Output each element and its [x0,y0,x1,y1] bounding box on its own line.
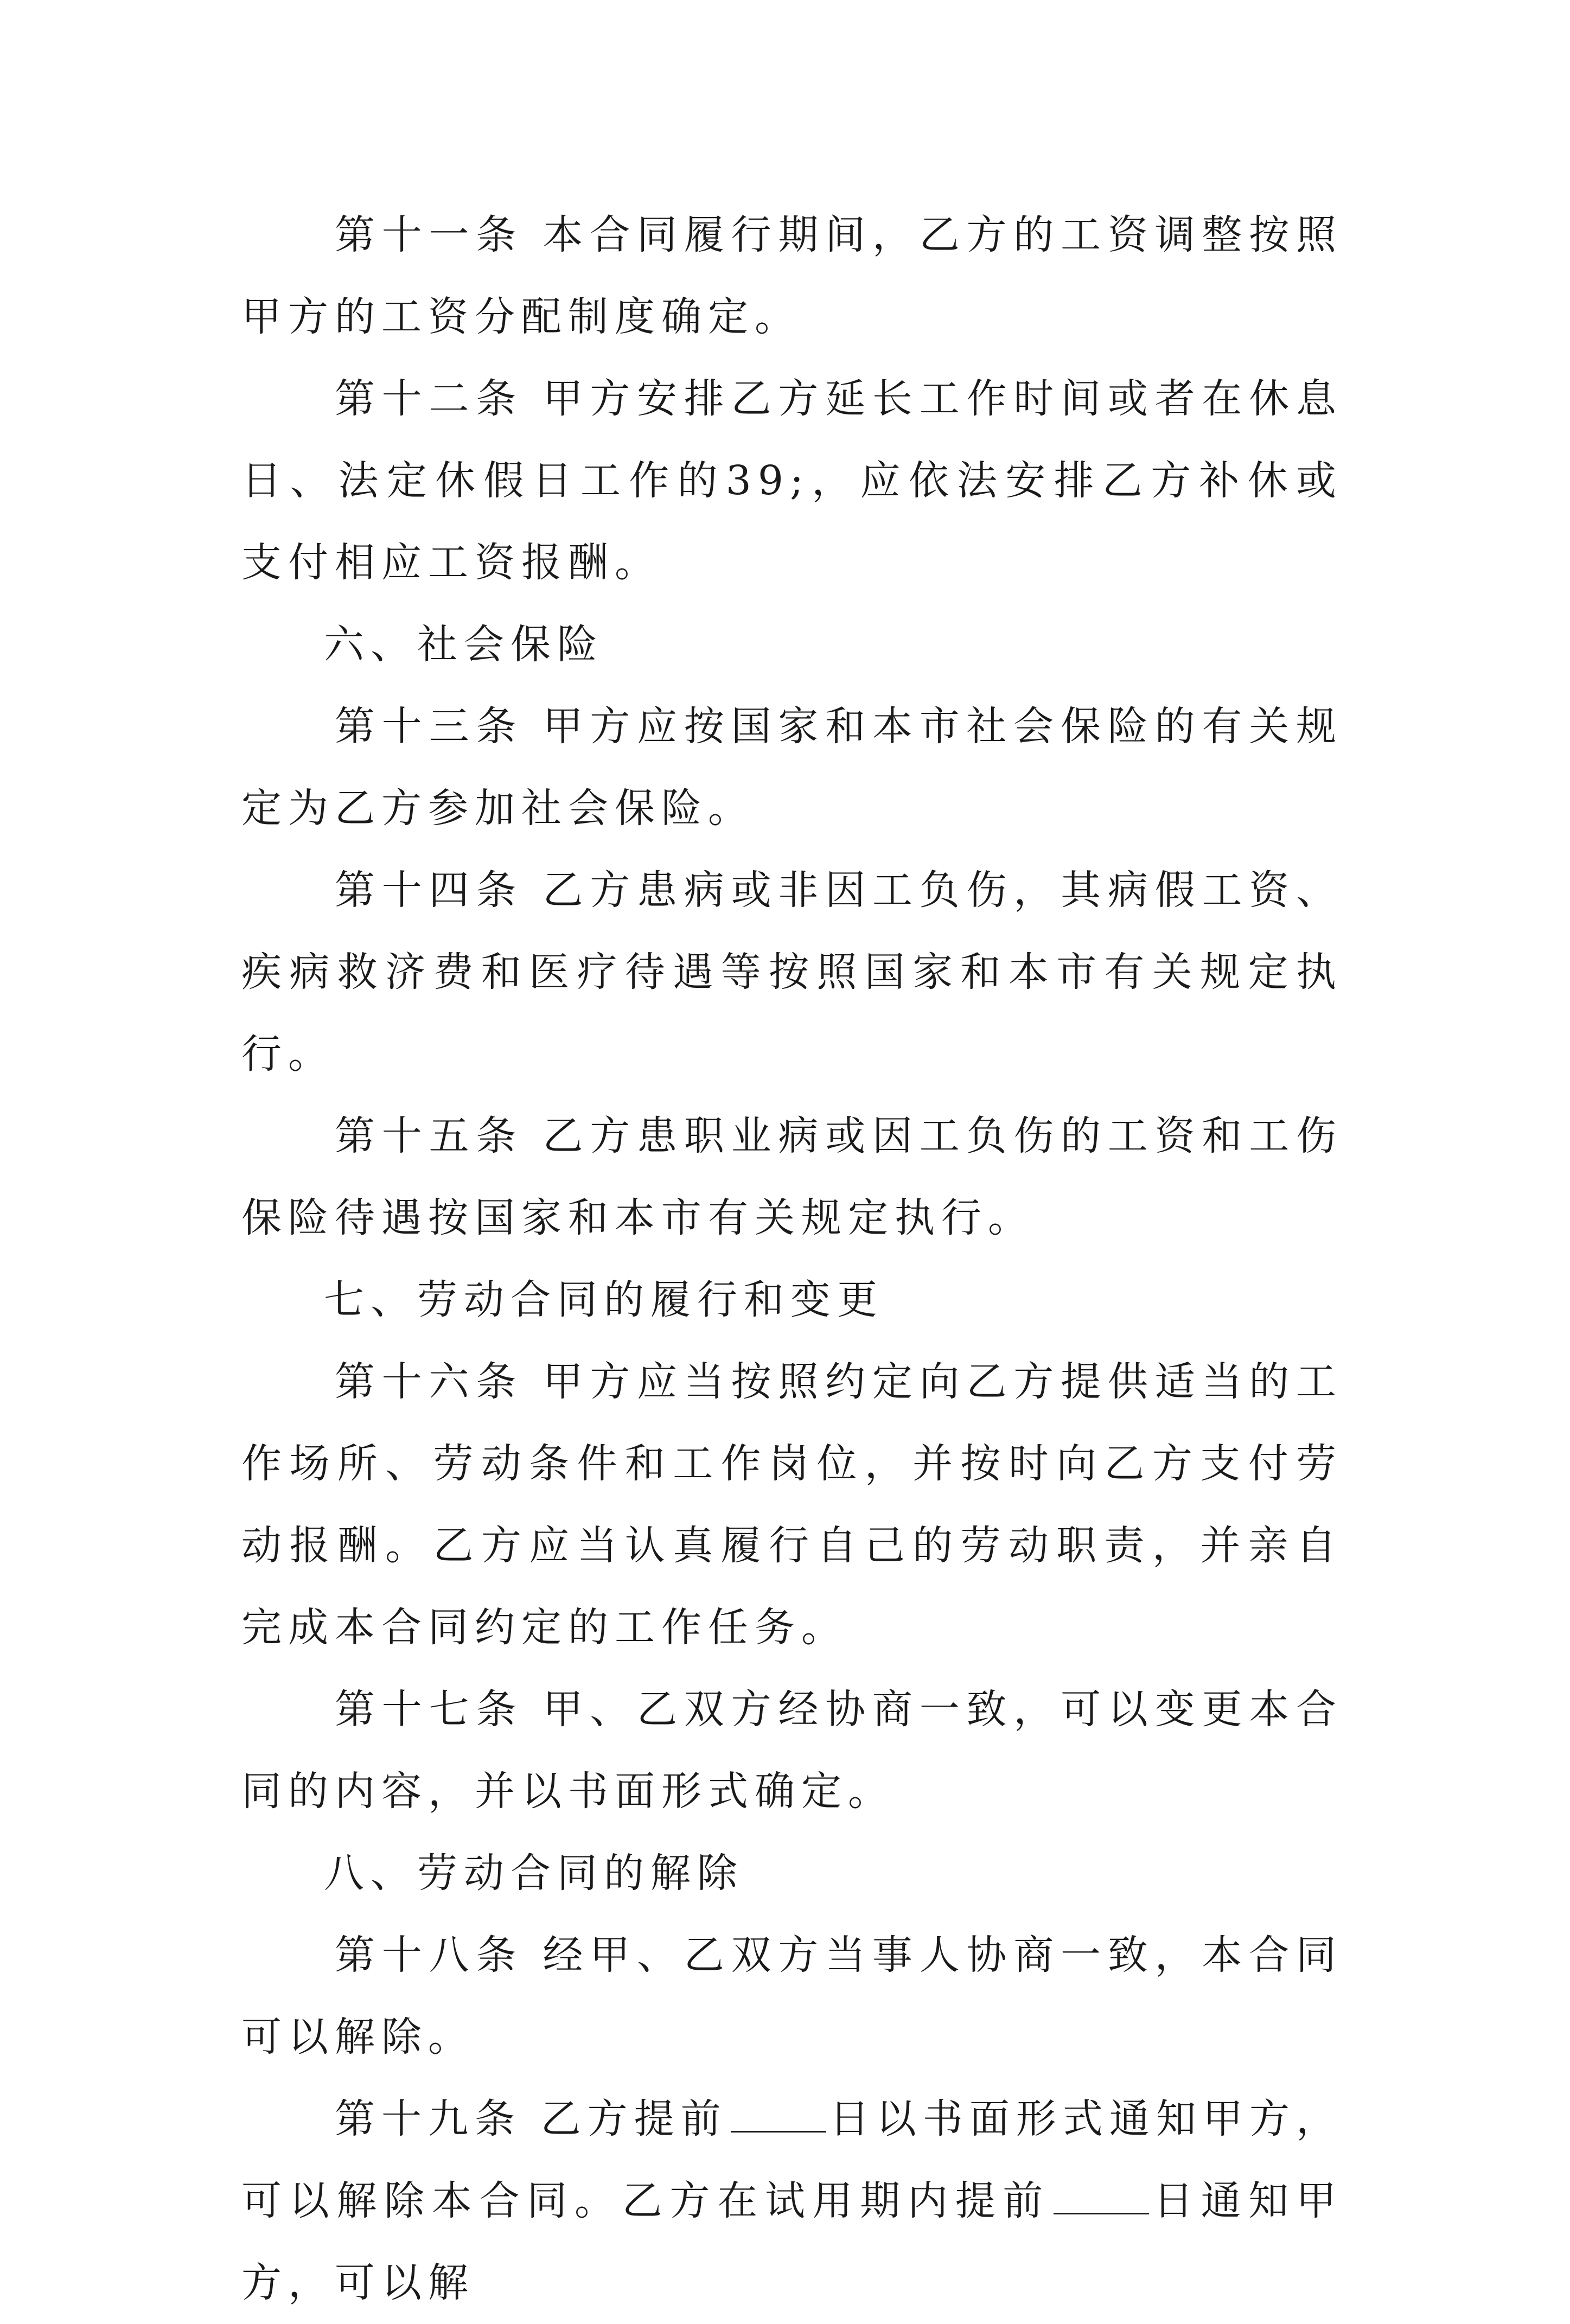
clause-19-part-3: 日通知甲方，可以解 [241,2178,1343,2306]
clause-13: 第十三条 甲方应按国家和本市社会保险的有关规定为乙方参加社会保险。 [241,703,1343,832]
clause-15: 第十五条 乙方患职业病或因工负伤的工资和工伤保险待遇按国家和本市有关规定执行。 [241,1113,1343,1241]
clause-14: 第十四条 乙方患病或非因工负伤，其病假工资、疾病救济费和医疗待遇等按照国家和本市有关规定执行。 [241,867,1343,1077]
clause-19 [241,2078,1343,2324]
clause-11: 第十一条 本合同履行期间，乙方的工资调整按照甲方的工资分配制度确定。 [241,212,1343,340]
section-heading-social-insurance: 六、社会保险 [324,621,604,668]
clause-19-part-2: 日以书面形式通知甲方，可以解除本合同。乙方在试用期内提前 [241,2096,1343,2224]
fill-in-blank [731,2098,826,2133]
section-heading-performance-change: 七、劳动合同的履行和变更 [324,1276,884,1323]
document-body [241,194,1343,2324]
clause-17: 第十七条 甲、乙双方经协商一致，可以变更本合同的内容，并以书面形式确定。 [241,1686,1343,1815]
clause-19-part-1: 第十九条 乙方提前 [335,2096,727,2142]
clause-12: 第十二条 甲方安排乙方延长工作时间或者在休息日、法定休假日工作的39;，应依法安排乙方补休或支付相应工资报酬。 [241,375,1343,586]
section-heading-termination: 八、劳动合同的解除 [324,1850,744,1897]
clause-18: 第十八条 经甲、乙双方当事人协商一致，本合同可以解除。 [241,1932,1343,2060]
fill-in-blank [1054,2180,1149,2214]
clause-16: 第十六条 甲方应当按照约定向乙方提供适当的工作场所、劳动条件和工作岗位，并按时向乙方支付劳动报酬。乙方应当认真履行自己的劳动职责，并亲自完成本合同约定的工作任务。 [241,1358,1343,1651]
